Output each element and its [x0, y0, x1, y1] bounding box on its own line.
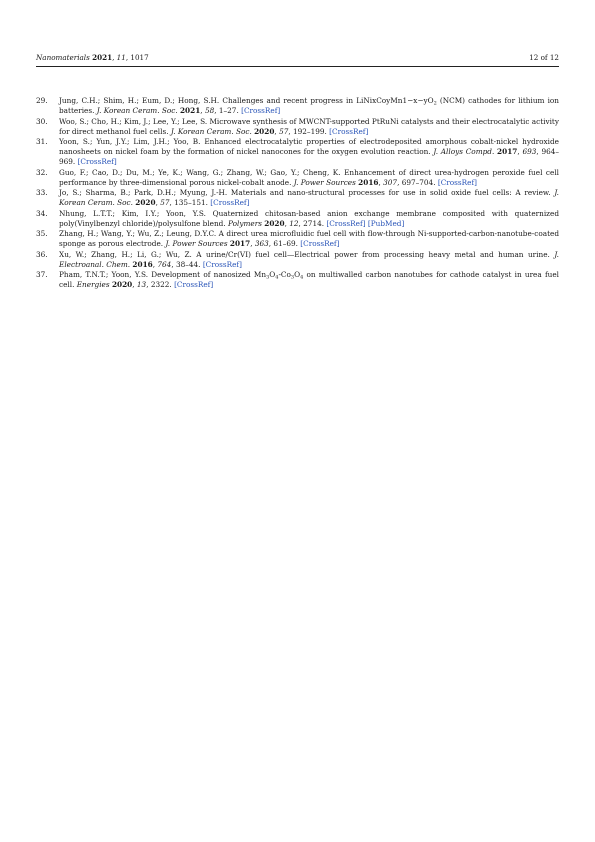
reference-fragment: O: [269, 270, 276, 279]
reference-fragment: Jo, S.; Sharma, B.; Park, D.H.; Myung, J.-H. Materials and nano-structural processes for use in solid oxide fuel cells: A review.: [59, 188, 555, 197]
reference-number: 29.: [36, 96, 48, 105]
reference-list: [36, 96, 559, 291]
reference-item: [36, 209, 559, 229]
journal-citation: Nanomaterials 2021, 11, 1017: [36, 53, 149, 62]
reference-fragment: Pham, T.N.T.; Yoon, Y.S. Development of nanosized Mn: [59, 270, 267, 279]
reference-year: 2017: [229, 239, 251, 248]
reference-text: [59, 270, 559, 289]
reference-fragment: ,: [378, 177, 384, 187]
reference-fragment: -Co: [278, 270, 291, 279]
reference-item: [36, 188, 559, 208]
reference-italic-text: 307: [383, 177, 398, 187]
reference-fragment: , 135–151.: [169, 198, 211, 207]
reference-number: 33.: [36, 188, 48, 197]
crossref-link[interactable]: [CrossRef]: [174, 280, 214, 289]
reference-italic-text: J. Power Sources: [165, 239, 228, 248]
crossref-link[interactable]: [CrossRef]: [210, 198, 250, 207]
crossref-link[interactable]: [CrossRef]: [202, 259, 242, 269]
crossref-link[interactable]: [CrossRef]: [300, 239, 340, 248]
crossref-link[interactable]: [CrossRef]: [437, 177, 478, 187]
reference-fragment: , 38–44.: [171, 259, 203, 269]
pubmed-link[interactable]: [PubMed]: [367, 218, 405, 228]
reference-italic-text: J. Korean Ceram. Soc.: [96, 106, 178, 115]
subscript: 2: [433, 100, 437, 107]
reference-number: 34.: [36, 208, 48, 218]
reference-text: [59, 168, 559, 187]
reference-italic-text: J. Electroanal. Chem.: [59, 249, 559, 269]
reference-year: 2016: [132, 259, 153, 269]
reference-fragment: Guo, F.; Cao, D.; Du, M.; Ye, K.; Wang, G.; Zhang, W.; Gao, Y.; Cheng, K. Enhancement of direct urea-hydrogen peroxide fuel cell performance by three-dimensional porous nickel-cobalt anode.: [59, 167, 559, 187]
reference-year: 2021: [179, 106, 201, 115]
reference-fragment: Nhung, L.T.T.; Kim, I.Y.; Yoon, Y.S. Quaternized chitosan-based anion exchange membrane composited with quaternized poly(Vinylbenzyl chloride)/polysulfone blend.: [59, 208, 559, 228]
reference-text: [59, 188, 559, 207]
reference-fragment: , 964–969.: [59, 147, 560, 166]
reference-fragment: ,: [152, 259, 158, 269]
crossref-link[interactable]: [CrossRef]: [329, 126, 369, 136]
reference-fragment: ,: [284, 218, 290, 228]
reference-fragment: , 1–27.: [214, 106, 242, 115]
reference-italic-text: J. Power Sources: [293, 177, 356, 187]
reference-number: 32.: [36, 167, 48, 177]
reference-fragment: , 2322.: [146, 280, 175, 289]
reference-fragment: ,: [200, 106, 205, 115]
reference-fragment: Zhang, H.; Wang, Y.; Wu, Z.; Leung, D.Y.C. A direct urea microfluidic fuel cell with flow-through Ni-supported-carbon-nanotube-coated sponge as porous electrode.: [59, 229, 559, 248]
reference-number: 36.: [36, 249, 48, 259]
reference-fragment: ,: [274, 126, 280, 136]
reference-fragment: ,: [250, 239, 255, 248]
reference-text: [59, 229, 559, 248]
reference-text: [59, 96, 559, 115]
reference-fragment: Woo, S.; Cho, H.; Kim, J.; Lee, Y.; Lee, S. Microwave synthesis of MWCNT-supported PtRuNi catalysts and their electrocatalytic activity for direct methanol fuel cells.: [59, 116, 559, 136]
reference-fragment: ,: [155, 198, 161, 207]
crossref-link[interactable]: [CrossRef]: [241, 106, 281, 115]
reference-fragment: Jung, C.H.; Shim, H.; Eum, D.; Hong, S.H. Challenges and recent progress in LiNixCoyMn1−x−yO: [59, 96, 434, 105]
reference-text: [59, 209, 559, 228]
reference-italic-text: J. Alloys Compd.: [433, 147, 495, 156]
reference-italic-text: 13: [136, 280, 147, 289]
running-header: [36, 52, 559, 64]
reference-italic-text: 764: [157, 259, 172, 269]
reference-italic-text: Energies: [76, 280, 110, 289]
reference-year: 2016: [358, 177, 379, 187]
reference-fragment: Yoon, S.; Yun, J.Y.; Lim, J.H.; Yoo, B. Enhanced electrocatalytic properties of electrodeposited amorphous cobalt-nickel hydroxide nanosheets on nickel foam by the formation of nickel nanocones for the oxygen evolution reaction.: [59, 137, 559, 156]
reference-year: 2020: [264, 218, 285, 228]
reference-italic-text: 693: [522, 147, 537, 156]
journal-year: 2021: [92, 53, 113, 62]
reference-fragment: ,: [132, 280, 137, 289]
reference-italic-text: 57: [279, 126, 289, 136]
reference-item: [36, 229, 559, 249]
reference-year: 2020: [111, 280, 133, 289]
reference-italic-text: 57: [160, 198, 170, 207]
reference-number: 37.: [36, 270, 48, 279]
reference-fragment: , 2714.: [298, 218, 327, 228]
journal-volume: 11: [116, 53, 126, 62]
reference-item: [36, 270, 559, 290]
reference-number: 31.: [36, 137, 48, 146]
reference-fragment: Xu, W.; Zhang, H.; Li, G.; Wu, Z. A urine/Cr(VI) fuel cell—Electrical power from processing heavy metal and human urine.: [59, 249, 555, 259]
journal-name: Nanomaterials: [36, 53, 90, 62]
header-rule: [36, 66, 559, 67]
page-number: 12 of 12: [529, 53, 559, 62]
reference-item: [36, 117, 559, 137]
reference-year: 2020: [254, 126, 275, 136]
reference-italic-text: J. Korean Ceram. Soc.: [59, 188, 559, 207]
reference-text: [59, 137, 559, 166]
reference-italic-text: 58: [204, 106, 215, 115]
crossref-link[interactable]: [CrossRef]: [77, 157, 117, 166]
reference-italic-text: 12: [289, 218, 299, 228]
subscript: 3: [266, 274, 270, 281]
reference-fragment: ,: [517, 147, 523, 156]
reference-italic-text: J. Korean Ceram. Soc.: [170, 126, 252, 136]
reference-text: [59, 117, 559, 136]
reference-item: [36, 168, 559, 188]
subscript: 3: [290, 274, 295, 281]
reference-fragment: , 192–199.: [288, 126, 330, 136]
reference-year: 2017: [497, 147, 518, 156]
reference-year: 2020: [135, 198, 156, 207]
subscript: 4: [300, 274, 304, 281]
reference-fragment: , 697–704.: [397, 177, 438, 187]
article-number: 1017: [130, 53, 149, 62]
crossref-link[interactable]: [CrossRef]: [326, 218, 366, 228]
reference-item: [36, 96, 559, 116]
subscript: 4: [275, 274, 279, 281]
reference-fragment: (NCM) cathodes for lithium ion batteries.: [59, 96, 560, 115]
reference-italic-text: Polymers: [228, 218, 262, 228]
reference-text: [59, 250, 559, 269]
reference-italic-text: 363: [254, 239, 269, 248]
reference-fragment: on multiwalled carbon nanotubes for cathode catalyst in urea fuel cell.: [59, 270, 559, 289]
reference-fragment: O: [294, 270, 301, 279]
reference-fragment: , 61–69.: [268, 239, 301, 248]
reference-item: [36, 250, 559, 270]
reference-item: [36, 137, 559, 167]
reference-number: 30.: [36, 116, 48, 126]
reference-number: 35.: [36, 229, 48, 238]
